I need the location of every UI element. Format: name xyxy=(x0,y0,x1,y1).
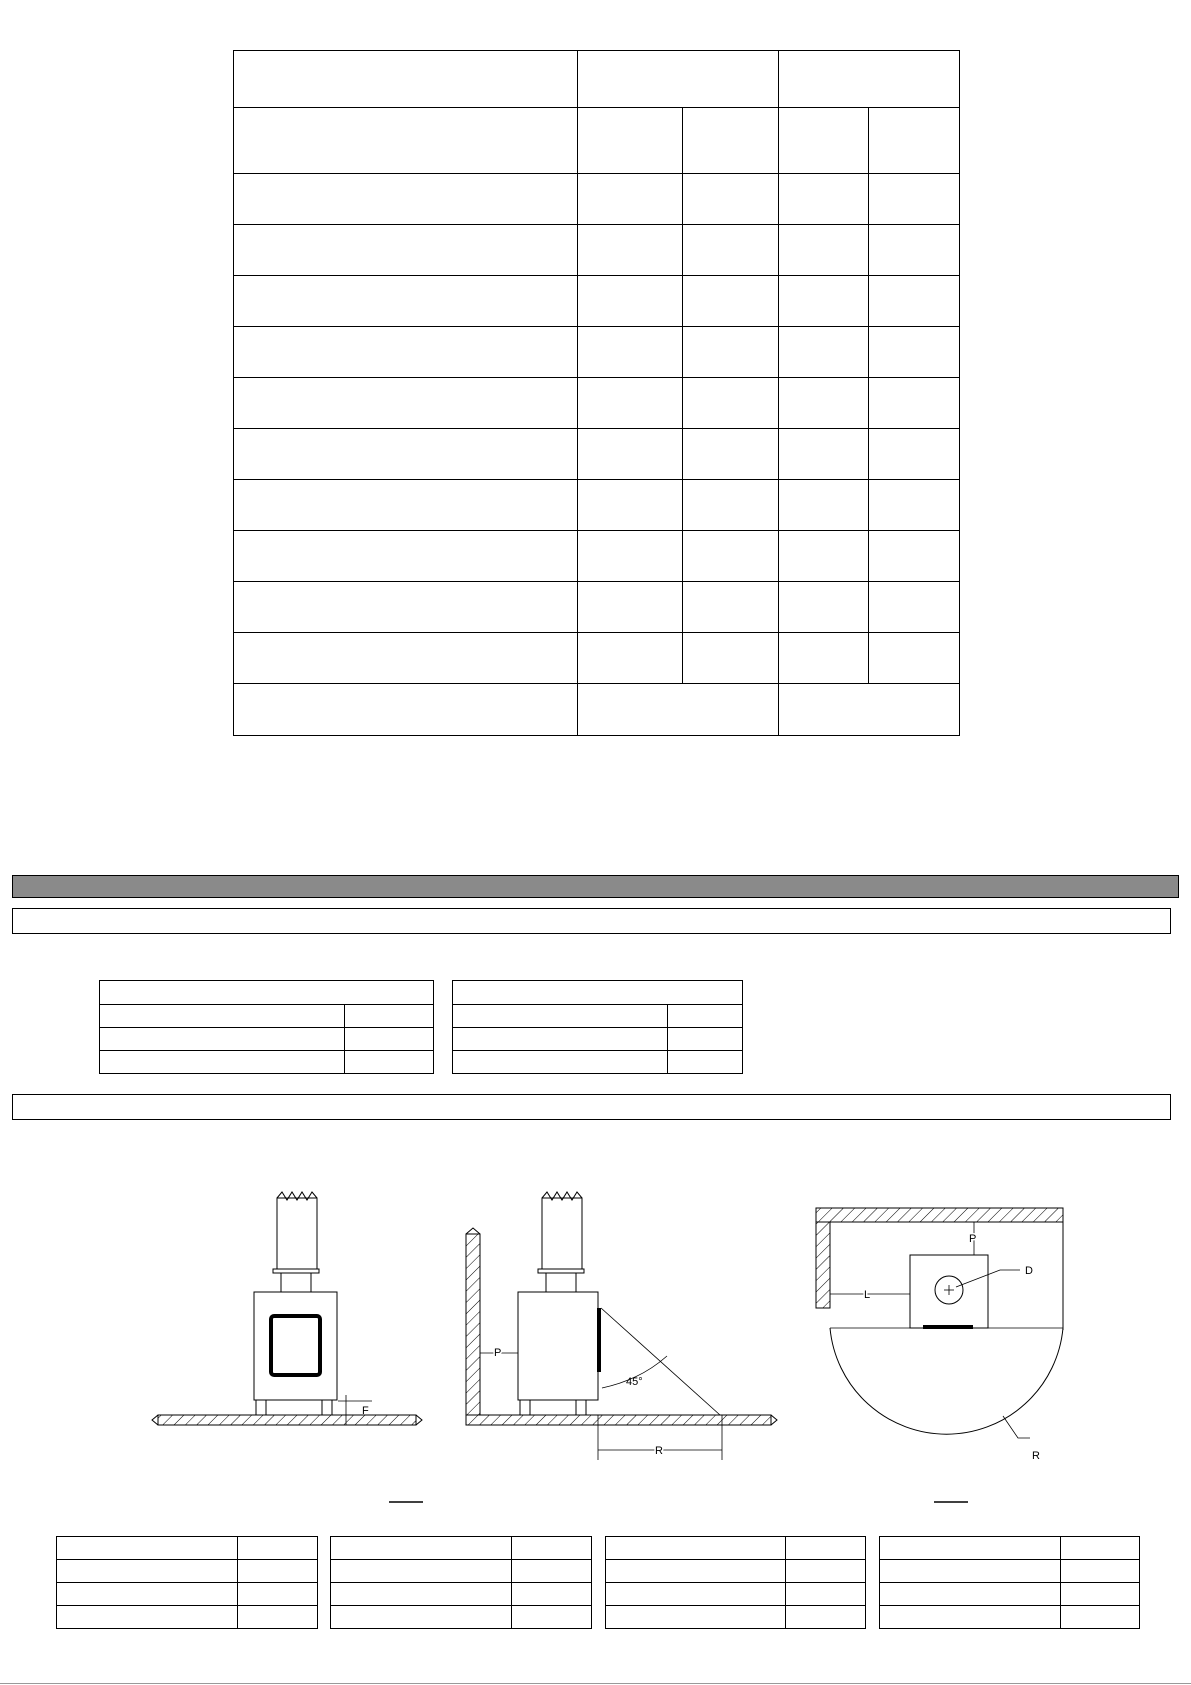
spec-cell xyxy=(869,480,960,531)
table-row xyxy=(331,1537,592,1560)
floor-clearance-label: F xyxy=(362,1405,369,1417)
small-table-cell xyxy=(880,1606,1061,1629)
spec-cell xyxy=(578,531,683,582)
spec-subheader-cell xyxy=(869,108,960,174)
spec-cell xyxy=(869,174,960,225)
small-table-cell xyxy=(880,1583,1061,1606)
spec-table-header-row xyxy=(234,51,960,108)
flue-collar xyxy=(273,1269,319,1273)
small-table-cell xyxy=(238,1606,318,1629)
spec-header-cell xyxy=(779,51,960,108)
spec-cell xyxy=(683,174,779,225)
table-row xyxy=(234,225,960,276)
small-table-cell xyxy=(606,1537,786,1560)
small-table-cell xyxy=(512,1583,592,1606)
angle-label: 45° xyxy=(626,1376,643,1388)
spec-cell xyxy=(779,633,869,684)
small-table-header xyxy=(100,981,434,1005)
spec-table-subheader-row xyxy=(234,108,960,174)
small-table-cell xyxy=(238,1583,318,1606)
spec-footer-cell xyxy=(779,684,960,736)
stove-door-edge xyxy=(597,1308,601,1372)
small-table-cell xyxy=(668,1051,743,1074)
table-row xyxy=(100,1051,434,1074)
table-row xyxy=(606,1583,866,1606)
wall-hatch-left xyxy=(816,1222,830,1308)
table-row xyxy=(57,1606,318,1629)
top-view-diagram xyxy=(816,1208,1063,1502)
spec-table-footer-row xyxy=(234,684,960,736)
floor-break-right xyxy=(771,1415,777,1425)
table-row xyxy=(234,327,960,378)
flue-pipe xyxy=(277,1198,317,1269)
table-row xyxy=(234,633,960,684)
spec-header-cell xyxy=(234,51,578,108)
small-table-cell xyxy=(331,1560,512,1583)
table-row xyxy=(453,1051,743,1074)
small-table-cell xyxy=(331,1606,512,1629)
spec-footer-cell xyxy=(234,684,578,736)
small-table-cell xyxy=(786,1606,866,1629)
floor-break-left xyxy=(152,1415,158,1425)
table-row xyxy=(234,174,960,225)
subsection-bar-materials xyxy=(12,908,1171,934)
top-radius-label: R xyxy=(1032,1450,1040,1462)
spec-cell xyxy=(578,378,683,429)
small-table-cell xyxy=(345,1005,434,1028)
table-row xyxy=(57,1560,318,1583)
spec-cell xyxy=(234,276,578,327)
small-table-cell xyxy=(57,1583,238,1606)
table-row xyxy=(606,1537,866,1560)
small-table-cell xyxy=(786,1583,866,1606)
top-rear-clearance-label: P xyxy=(969,1233,977,1245)
spec-cell xyxy=(869,276,960,327)
spec-cell xyxy=(234,429,578,480)
small-table-cell xyxy=(100,1028,345,1051)
spec-cell xyxy=(869,633,960,684)
stove-leg xyxy=(576,1400,586,1415)
table-row xyxy=(234,480,960,531)
small-table-cell xyxy=(100,1051,345,1074)
stove-body xyxy=(254,1292,337,1400)
front-view-diagram xyxy=(152,1192,423,1502)
small-table-cell xyxy=(1061,1583,1140,1606)
small-table-cell xyxy=(331,1537,512,1560)
flue-diameter-label: D xyxy=(1025,1265,1033,1277)
stove-body xyxy=(518,1292,598,1400)
small-table-cell xyxy=(786,1537,866,1560)
spec-cell xyxy=(234,327,578,378)
spec-cell xyxy=(779,327,869,378)
spec-cell xyxy=(578,480,683,531)
table-row xyxy=(453,1005,743,1028)
spec-cell xyxy=(578,225,683,276)
spec-cell xyxy=(869,582,960,633)
table-row xyxy=(234,276,960,327)
small-table-cell xyxy=(512,1560,592,1583)
spec-header-cell xyxy=(578,51,779,108)
spec-cell xyxy=(683,276,779,327)
spec-cell xyxy=(779,174,869,225)
small-table-cell xyxy=(100,1005,345,1028)
spec-cell xyxy=(234,582,578,633)
spec-cell xyxy=(869,378,960,429)
rear-clearance-label: P xyxy=(494,1347,502,1359)
section-header-bar xyxy=(12,875,1179,898)
spec-cell xyxy=(578,276,683,327)
flue-break-line xyxy=(277,1192,317,1200)
small-table-left xyxy=(99,980,434,1074)
table-row xyxy=(331,1560,592,1583)
spec-cell xyxy=(683,429,779,480)
spec-cell xyxy=(234,378,578,429)
spec-cell xyxy=(234,174,578,225)
small-table-cell xyxy=(453,1028,668,1051)
spec-cell xyxy=(578,327,683,378)
flue-pipe xyxy=(542,1198,582,1269)
table-row xyxy=(606,1560,866,1583)
spec-cell xyxy=(234,225,578,276)
table-row xyxy=(880,1606,1140,1629)
small-table-cell xyxy=(345,1051,434,1074)
spec-cell xyxy=(869,327,960,378)
table-row xyxy=(880,1583,1140,1606)
small-table-header xyxy=(453,981,743,1005)
spec-cell xyxy=(683,531,779,582)
spec-cell xyxy=(779,378,869,429)
table-row xyxy=(57,1583,318,1606)
table-row xyxy=(234,531,960,582)
small-table-cell xyxy=(606,1560,786,1583)
small-table-cell xyxy=(57,1560,238,1583)
small-table-cell xyxy=(606,1606,786,1629)
spec-cell xyxy=(869,225,960,276)
small-table-cell xyxy=(1061,1606,1140,1629)
spec-cell xyxy=(578,429,683,480)
spec-cell xyxy=(683,582,779,633)
spec-subheader-cell xyxy=(779,108,869,174)
small-table-cell xyxy=(880,1560,1061,1583)
stove-leg xyxy=(256,1400,266,1415)
spec-cell xyxy=(779,429,869,480)
table-row xyxy=(880,1537,1140,1560)
spec-footer-cell xyxy=(578,684,779,736)
small-table-cell xyxy=(786,1560,866,1583)
small-table-cell xyxy=(238,1560,318,1583)
clearance-table-4 xyxy=(879,1536,1140,1629)
table-row xyxy=(331,1583,592,1606)
spec-cell xyxy=(234,531,578,582)
small-table-cell xyxy=(1061,1560,1140,1583)
spec-cell xyxy=(779,480,869,531)
spec-subheader-cell xyxy=(234,108,578,174)
spec-cell xyxy=(578,174,683,225)
stove-leg xyxy=(322,1400,332,1415)
small-table-cell xyxy=(331,1583,512,1606)
table-row xyxy=(57,1537,318,1560)
side-view-diagram xyxy=(466,1192,777,1460)
small-table-cell xyxy=(57,1606,238,1629)
table-row xyxy=(100,1028,434,1051)
wall-hatch-top xyxy=(816,1208,1063,1222)
small-table-cell xyxy=(512,1606,592,1629)
clearance-radius-arc xyxy=(830,1328,1063,1434)
small-table-cell xyxy=(453,1051,668,1074)
floor-hatch xyxy=(158,1415,416,1425)
side-clearance-label: L xyxy=(864,1289,871,1301)
spec-cell xyxy=(683,633,779,684)
small-table-cell xyxy=(1061,1537,1140,1560)
spec-cell xyxy=(779,225,869,276)
clearance-table-3 xyxy=(605,1536,866,1629)
clearance-table-2 xyxy=(330,1536,592,1629)
spec-table xyxy=(233,50,960,736)
table-row xyxy=(234,429,960,480)
spec-cell xyxy=(779,531,869,582)
small-table-cell xyxy=(57,1537,238,1560)
table-row xyxy=(606,1606,866,1629)
spec-cell xyxy=(683,378,779,429)
small-table-cell xyxy=(345,1028,434,1051)
floor-hatch xyxy=(466,1415,771,1425)
radius-label: R xyxy=(655,1445,663,1457)
table-row xyxy=(453,1028,743,1051)
small-table-cell xyxy=(238,1537,318,1560)
clearance-table-1 xyxy=(56,1536,318,1629)
small-table-cell xyxy=(606,1583,786,1606)
table-row xyxy=(100,1005,434,1028)
leader-line xyxy=(1003,1416,1030,1438)
small-table-right xyxy=(452,980,743,1074)
stove-door-edge xyxy=(923,1325,973,1329)
flue-collar xyxy=(538,1269,584,1273)
spec-cell xyxy=(234,633,578,684)
small-table-cell xyxy=(512,1537,592,1560)
stove-leg xyxy=(520,1400,530,1415)
spec-cell xyxy=(683,327,779,378)
subsection-bar-clearances xyxy=(12,1094,1171,1120)
small-table-cell xyxy=(668,1005,743,1028)
table-row xyxy=(331,1606,592,1629)
wall-break-top xyxy=(466,1228,480,1234)
spec-cell xyxy=(779,276,869,327)
table-row xyxy=(100,981,434,1005)
table-row xyxy=(880,1560,1140,1583)
clearance-diagrams xyxy=(0,1180,1191,1510)
spec-cell xyxy=(683,225,779,276)
table-row xyxy=(234,582,960,633)
spec-cell xyxy=(683,480,779,531)
small-table-cell xyxy=(453,1005,668,1028)
wall-hatch xyxy=(466,1234,480,1415)
small-table-cell xyxy=(668,1028,743,1051)
spec-cell xyxy=(578,582,683,633)
spec-subheader-cell xyxy=(683,108,779,174)
page-bottom-rule xyxy=(0,1683,1191,1684)
small-table-cell xyxy=(880,1537,1061,1560)
spec-cell xyxy=(234,480,578,531)
spec-subheader-cell xyxy=(578,108,683,174)
flue-break-line xyxy=(542,1192,582,1200)
table-row xyxy=(234,378,960,429)
spec-cell xyxy=(869,429,960,480)
spec-cell xyxy=(779,582,869,633)
spec-cell xyxy=(869,531,960,582)
table-row xyxy=(453,981,743,1005)
floor-break-right xyxy=(416,1415,422,1425)
spec-cell xyxy=(578,633,683,684)
